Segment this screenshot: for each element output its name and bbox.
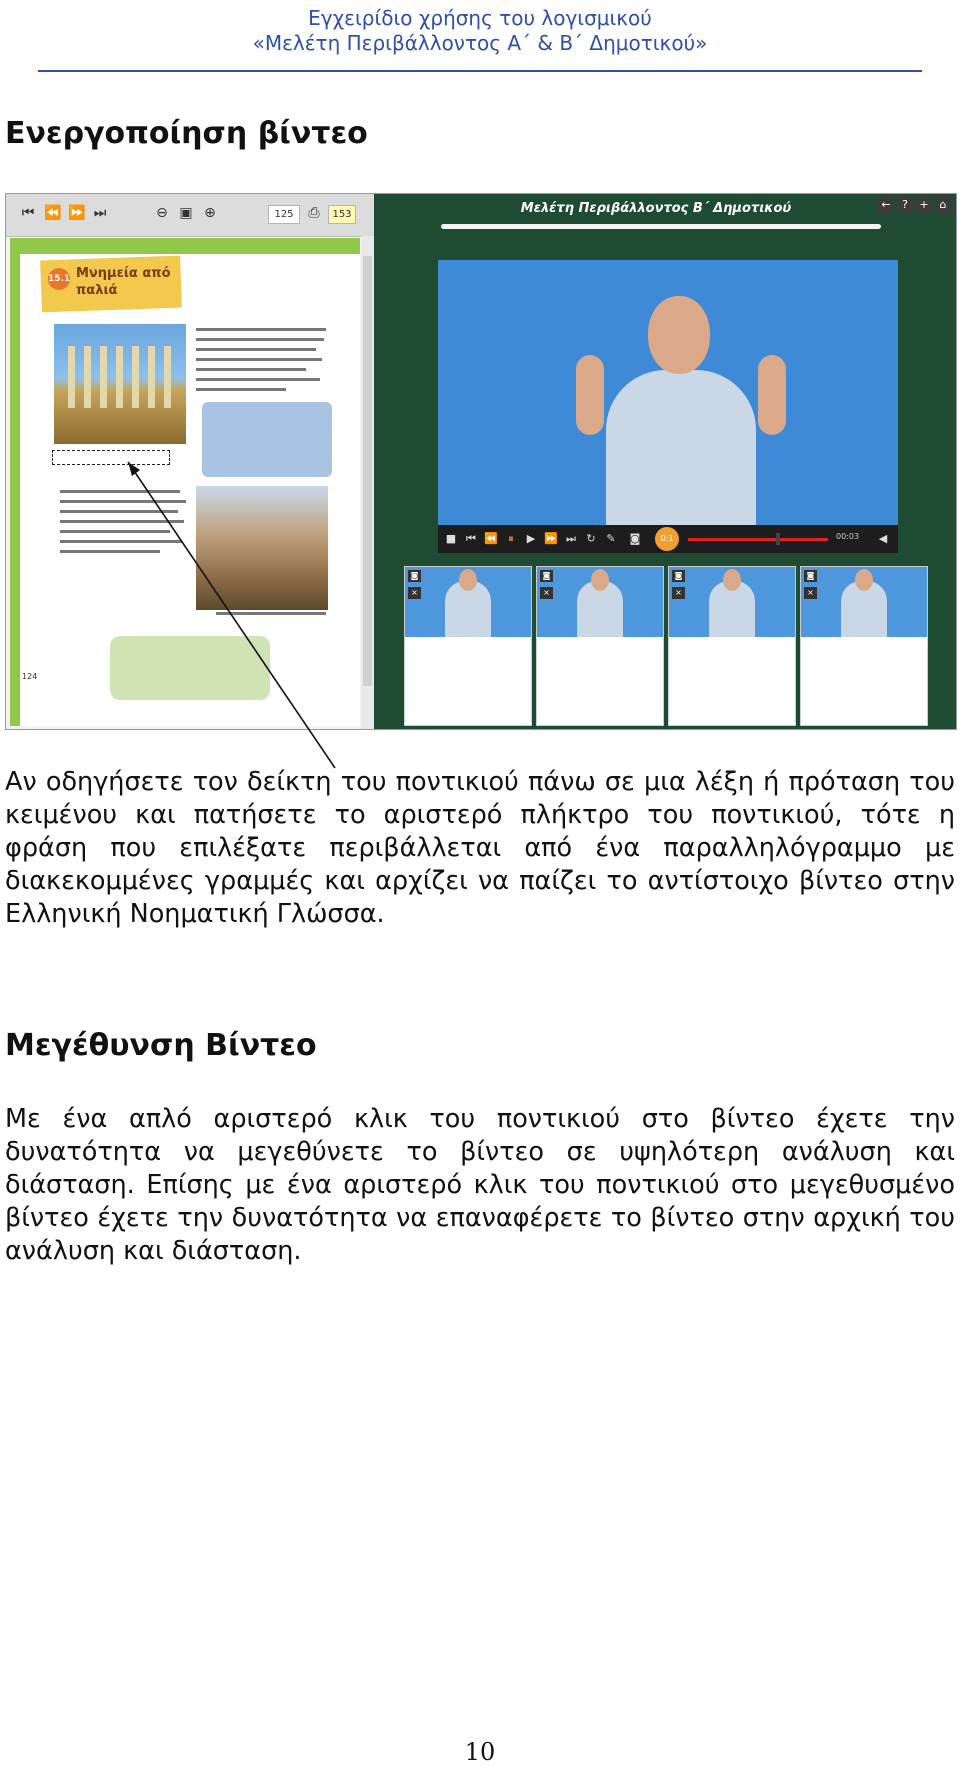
- back-icon[interactable]: ←: [878, 196, 894, 214]
- paragraph-video-activation: Αν οδηγήσετε τον δείκτη του ποντικιού πάνω σε μια λέξη ή πρόταση του κειμένου και πατήσετε το αριστερό πλήκτρο του ποντικιού, τότε η φράση που επιλέξατε περιβάλλεται από ένα παραλληλόγραμμο με διακεκομμένες γραμμές και αρχίζει να παίζει το αντίστοιχο βίντεο στην Ελληνική Νοηματική Γλώσσα.: [5, 767, 955, 929]
- stop-icon[interactable]: ■: [445, 532, 457, 545]
- forward-icon[interactable]: ⏩: [544, 532, 558, 545]
- paragraph-video-zoom: Με ένα απλό αριστερό κλικ του ποντικιού στο βίντεο έχετε την δυνατότητα να μεγεθύνετε το βίντεο σε υψηλότερη ανάλυση και διάσταση. Επίσης με ένα αριστερό κλικ του ποντικιού στο μεγεθυσμένο βίντεο έχετε την δυνατότητα να επαναφέρετε το βίντεο στην αρχική του ανάλυση και διάσταση.: [5, 1104, 955, 1266]
- section-title-video-activation: Ενεργοποίηση βίντεο: [5, 116, 368, 151]
- home-icon[interactable]: ⌂: [935, 196, 951, 214]
- first-page-icon[interactable]: ⏮: [21, 205, 35, 221]
- total-pages-field: 153: [328, 205, 356, 224]
- plus-icon[interactable]: +: [916, 196, 932, 214]
- close-icon[interactable]: ×: [804, 587, 817, 599]
- lesson-number: 15.1: [48, 268, 70, 290]
- zoom-out-icon[interactable]: ⊖: [156, 205, 168, 221]
- footer-page-number: 10: [464, 1738, 496, 1766]
- callout-pointer: [0, 0, 960, 780]
- repeat-icon[interactable]: ↻: [586, 532, 596, 545]
- time-badge: 0:1: [655, 527, 679, 551]
- edit-icon[interactable]: ✎: [606, 532, 616, 545]
- camera-icon[interactable]: ◙: [540, 570, 553, 582]
- book-page-number: 124: [22, 672, 38, 681]
- last-page-icon[interactable]: ⏭: [93, 205, 107, 221]
- help-icon[interactable]: ?: [897, 196, 913, 214]
- header-line-1: Εγχειρίδιο χρήσης του λογισμικού: [308, 6, 652, 30]
- prev-page-icon[interactable]: ⏪: [44, 205, 62, 221]
- app-title: Μελέτη Περιβάλλοντος Β΄ Δημοτικού: [520, 201, 792, 216]
- current-page-field[interactable]: 125: [268, 205, 300, 224]
- header-line-2: «Μελέτη Περιβάλλοντος Α΄ & Β΄ Δημοτικού»: [252, 31, 708, 55]
- fit-page-icon[interactable]: ▣: [179, 205, 193, 221]
- play-icon[interactable]: ▶: [526, 532, 536, 545]
- close-icon[interactable]: ×: [408, 587, 421, 599]
- print-icon[interactable]: ⎙: [308, 205, 320, 221]
- close-icon[interactable]: ×: [672, 587, 685, 599]
- camera-icon[interactable]: ◙: [804, 570, 817, 582]
- camera-icon[interactable]: ◙: [408, 570, 421, 582]
- zoom-in-icon[interactable]: ⊕: [204, 205, 216, 221]
- lesson-title: Μνημεία από παλιά: [76, 266, 171, 298]
- camera-icon[interactable]: ◙: [672, 570, 685, 582]
- volume-icon[interactable]: ◀: [878, 532, 888, 545]
- camera-icon[interactable]: ◙: [629, 532, 641, 545]
- forward-end-icon[interactable]: ⏭: [566, 532, 576, 545]
- section-title-video-zoom: Μεγέθυνση Βίντεο: [5, 1028, 317, 1063]
- close-icon[interactable]: ×: [540, 587, 553, 599]
- rewind-icon[interactable]: ⏪: [484, 532, 498, 545]
- rewind-start-icon[interactable]: ⏮: [466, 532, 476, 545]
- next-page-icon[interactable]: ⏩: [68, 205, 86, 221]
- pause-icon[interactable]: ⏸: [508, 532, 514, 545]
- elapsed-time: 00:03: [836, 532, 860, 541]
